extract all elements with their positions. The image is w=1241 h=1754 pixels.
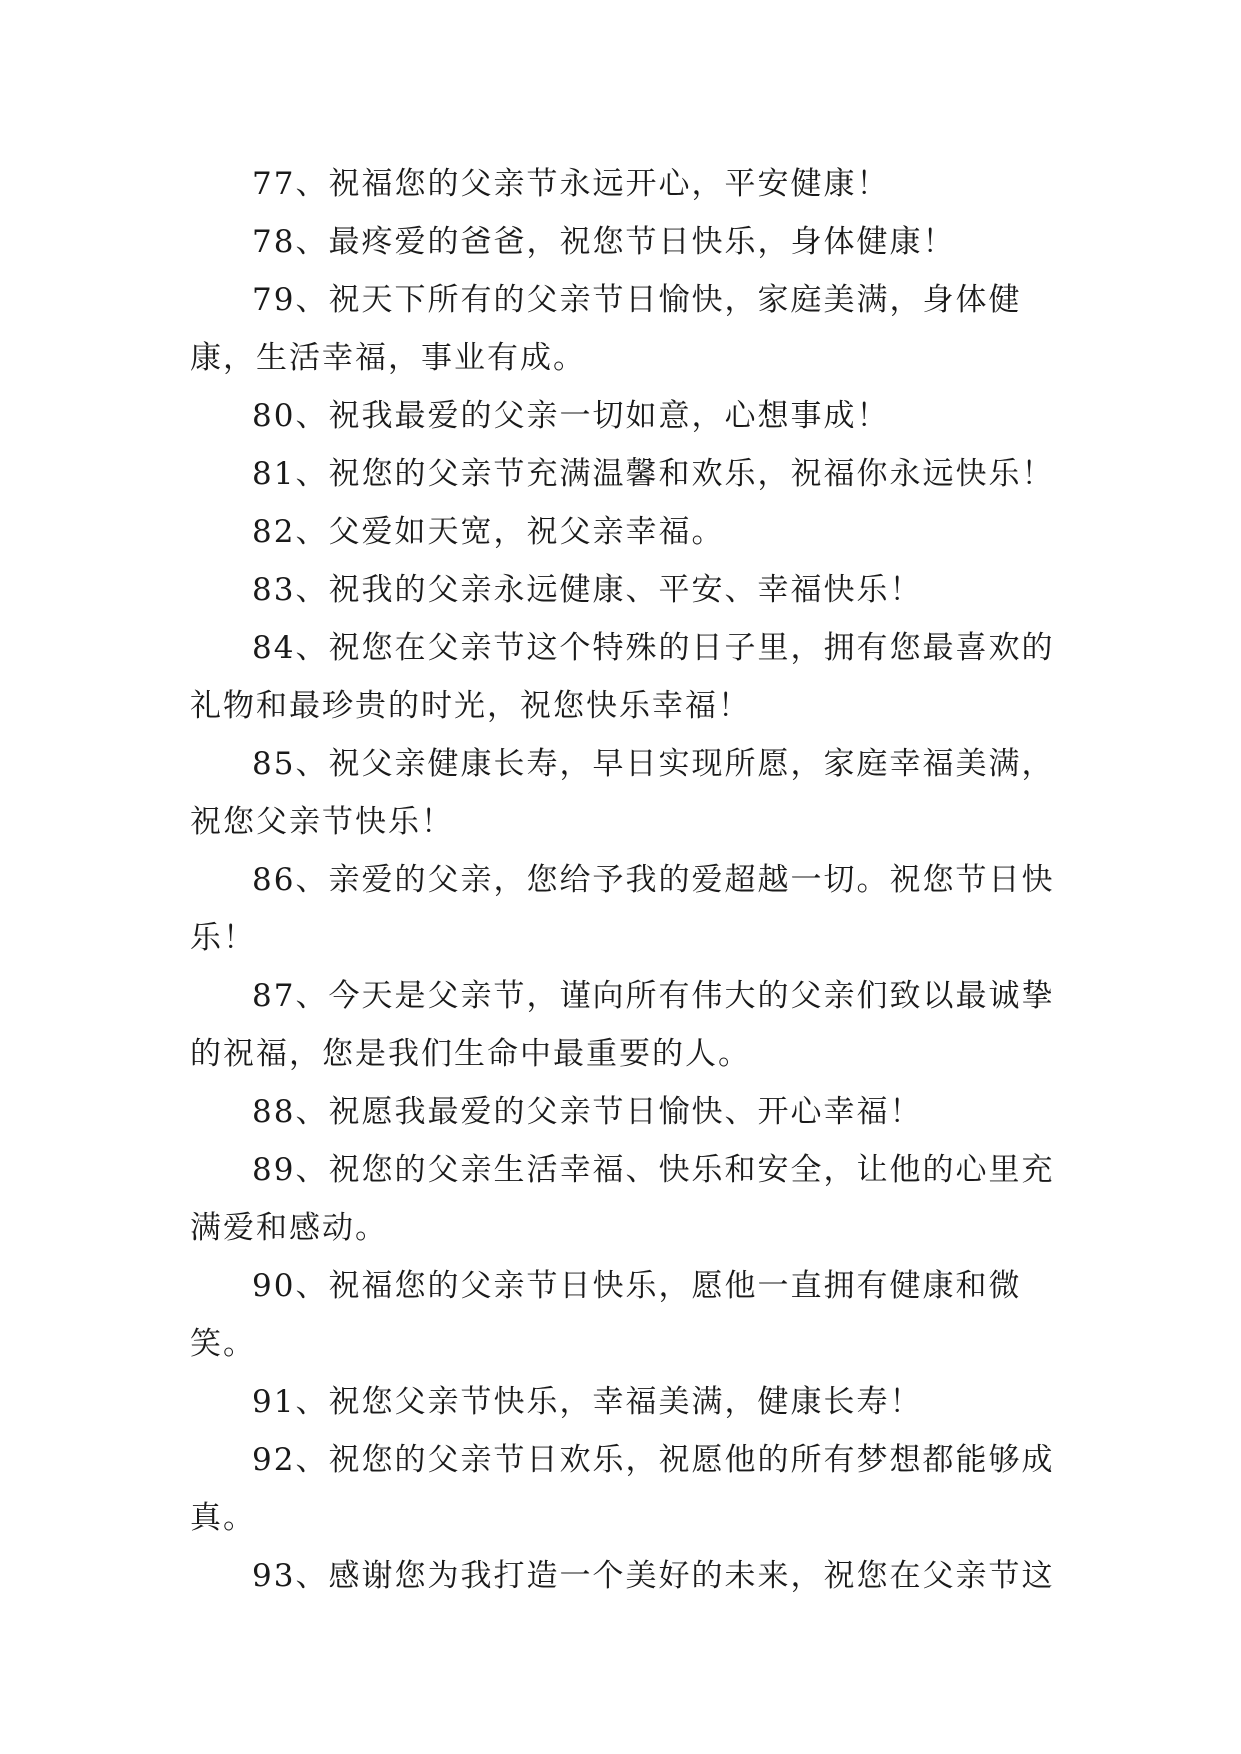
paragraph-88: 88、祝愿我最爱的父亲节日愉快、开心幸福！ <box>252 1094 923 1130</box>
paragraph-82: 82、父爱如天宽，祝父亲幸福。 <box>252 514 725 550</box>
paragraph-77: 77、祝福您的父亲节永远开心，平安健康！ <box>252 166 890 202</box>
paragraph-84: 84、祝您在父亲节这个特殊的日子里，拥有您最喜欢的礼物和最珍贵的时光，祝您快乐幸福！ <box>190 630 1055 724</box>
paragraph-87: 87、今天是父亲节，谨向所有伟大的父亲们致以最诚挚的祝福，您是我们生命中最重要的人。 <box>190 978 1055 1072</box>
paragraph-83: 83、祝我的父亲永远健康、平安、幸福快乐！ <box>252 572 923 608</box>
paragraph-80: 80、祝我最爱的父亲一切如意，心想事成！ <box>252 398 890 434</box>
paragraph-90: 90、祝福您的父亲节日快乐，愿他一直拥有健康和微笑。 <box>190 1268 1022 1362</box>
paragraph-91: 91、祝您父亲节快乐，幸福美满，健康长寿！ <box>252 1384 923 1420</box>
paragraph-79: 79、祝天下所有的父亲节日愉快，家庭美满，身体健康，生活幸福，事业有成。 <box>190 282 1022 376</box>
paragraph-86: 86、亲爱的父亲，您给予我的爱超越一切。祝您节日快乐！ <box>190 862 1055 956</box>
paragraph-93: 93、感谢您为我打造一个美好的未来，祝您在父亲节这 <box>252 1558 1055 1594</box>
paragraph-92: 92、祝您的父亲节日欢乐，祝愿他的所有梦想都能够成真。 <box>190 1442 1055 1536</box>
paragraph-85: 85、祝父亲健康长寿，早日实现所愿，家庭幸福美满，祝您父亲节快乐！ <box>190 746 1055 840</box>
paragraph-89: 89、祝您的父亲生活幸福、快乐和安全，让他的心里充满爱和感动。 <box>190 1152 1055 1246</box>
paragraph-81: 81、祝您的父亲节充满温馨和欢乐，祝福你永远快乐！ <box>252 456 1055 492</box>
paragraph-78: 78、最疼爱的爸爸，祝您节日快乐，身体健康！ <box>252 224 956 260</box>
document-body <box>190 155 1055 1605</box>
